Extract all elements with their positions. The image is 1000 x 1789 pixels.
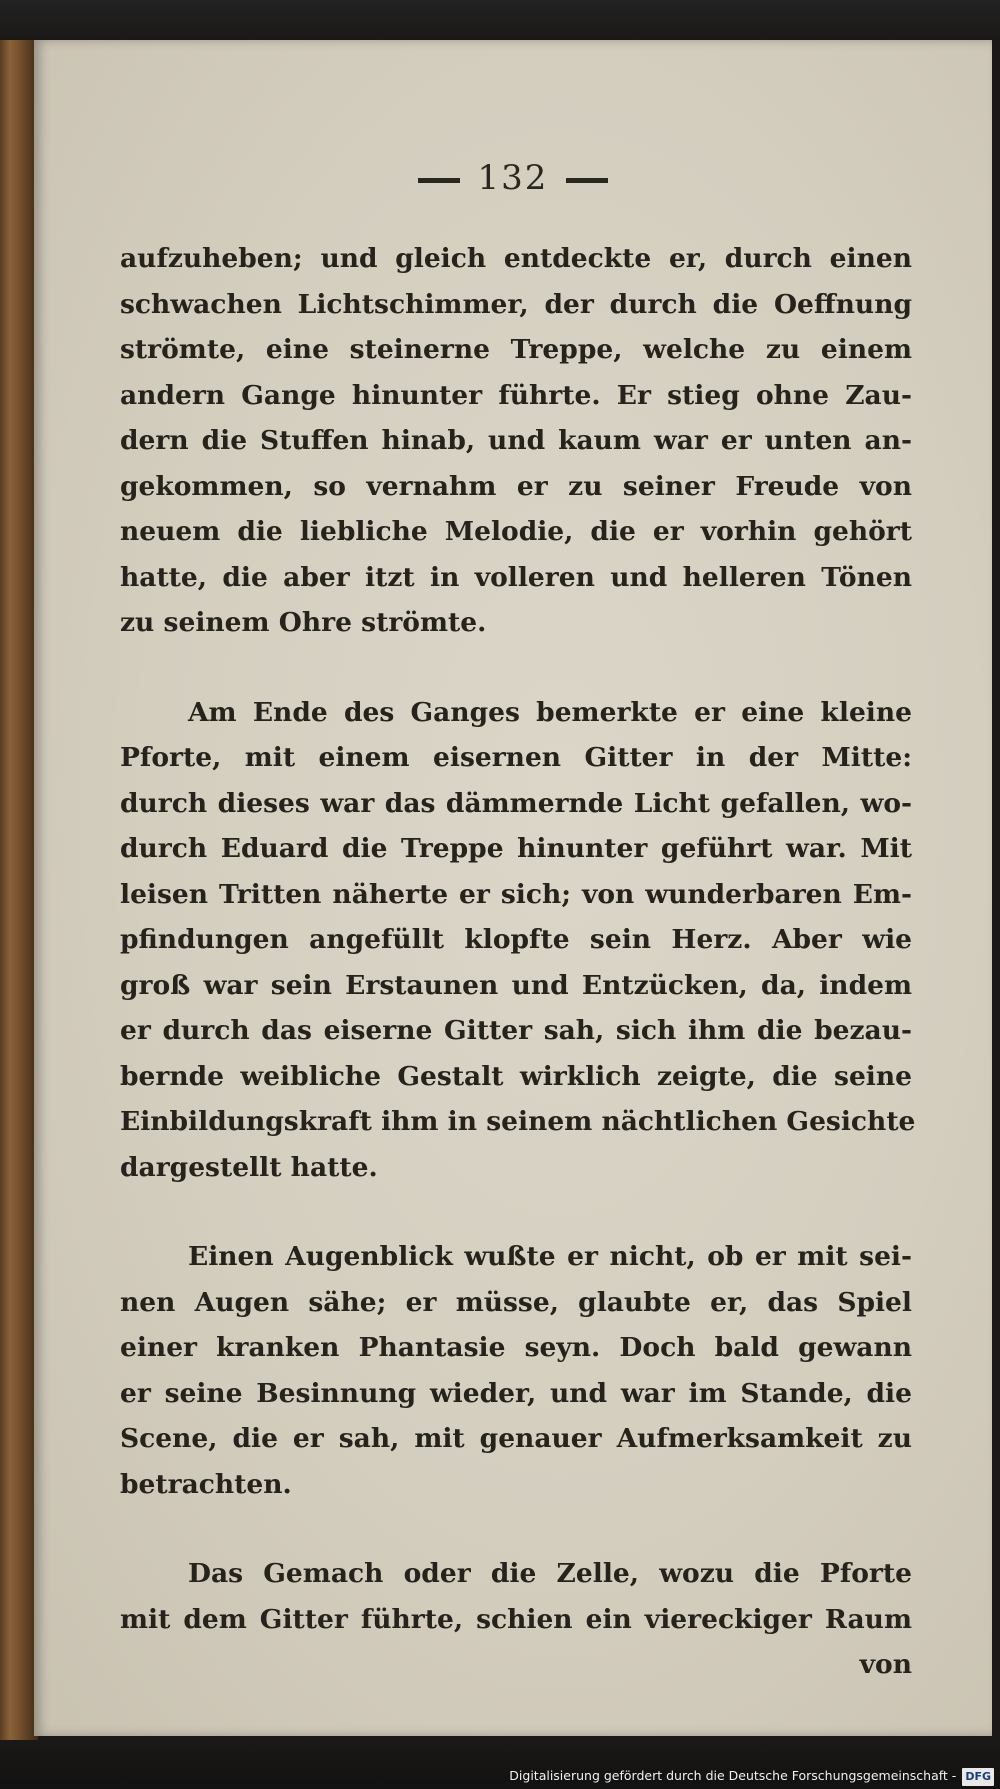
page-number: 132 [477, 158, 549, 198]
paragraph-gap [120, 1190, 912, 1234]
text-line: nen Augen sähe; er müsse, glaubte er, das Spiel [120, 1286, 912, 1318]
text-line: durch dieses war das dämmernde Licht gefallen, wo- [120, 787, 912, 819]
digitization-credit [509, 1767, 994, 1785]
paragraph-2 [120, 690, 916, 1191]
header-dash-right [566, 178, 608, 183]
text-line: Pforte, mit einem eisernen Gitter in der Mitte: [120, 742, 912, 773]
paragraph-3 [120, 1234, 912, 1507]
paragraph-4 [120, 1551, 912, 1642]
catchword: von [859, 1649, 912, 1680]
text-line: gekommen, so vernahm er zu seiner Freude von [120, 470, 912, 502]
text-line: Am Ende des Ganges bemerkte er eine kleine [188, 696, 912, 728]
paragraph-gap [120, 646, 912, 690]
page-text [120, 236, 916, 1688]
page-header [34, 158, 992, 198]
text-line: dargestellt hatte. [120, 1151, 378, 1183]
dfg-logo: DFG [962, 1768, 994, 1786]
text-line: leisen Tritten näherte er sich; von wunderbaren Em- [120, 878, 912, 910]
text-line: mit dem Gitter führte, schien ein viereckiger Raum [120, 1603, 912, 1635]
text-line: Scene, die er sah, mit genauer Aufmerksamkeit zu [120, 1423, 912, 1454]
header-dash-left [418, 178, 460, 183]
text-line: bernde weibliche Gestalt wirklich zeigte, die seine [120, 1060, 912, 1092]
text-line: andern Gange hinunter führte. Er stieg ohne Zau- [120, 379, 912, 411]
text-line: groß war sein Erstaunen und Entzücken, da, indem [120, 969, 912, 1001]
text-line: pfindungen angefüllt klopfte sein Herz. Aber wie [120, 924, 912, 955]
text-line: einer kranken Phantasie seyn. Doch bald gewann [120, 1332, 912, 1363]
paragraph-1 [120, 236, 912, 646]
text-line: neuem die liebliche Melodie, die er vorhin gehört [120, 516, 912, 547]
text-line: betrachten. [120, 1468, 292, 1500]
text-line: Einen Augenblick wußte er nicht, ob er mit sei- [188, 1241, 912, 1272]
text-line: er seine Besinnung wieder, und war im Stande, die [120, 1377, 912, 1409]
text-line: Das Gemach oder die Zelle, wozu die Pforte [188, 1558, 912, 1589]
text-line: dern die Stuffen hinab, und kaum war er unten an- [120, 425, 912, 456]
text-line: schwachen Lichtschimmer, der durch die Oeffnung [120, 288, 912, 320]
book-spine-edge [0, 40, 38, 1740]
book-page [34, 40, 992, 1736]
text-line: er durch das eiserne Gitter sah, sich ihm die bezau- [120, 1015, 912, 1046]
text-line: Einbildungskraft ihm in seinem nächtlichen Gesichte [120, 1106, 916, 1137]
text-line: strömte, eine steinerne Treppe, welche zu einem [120, 334, 912, 365]
text-line: durch Eduard die Treppe hinunter geführt war. Mit [120, 833, 912, 864]
text-line: zu seinem Ohre strömte. [120, 607, 487, 638]
credit-text: Digitalisierung gefördert durch die Deutsche Forschungsgemeinschaft - [509, 1768, 957, 1783]
text-line: hatte, die aber itzt in volleren und helleren Tönen [120, 561, 912, 593]
paragraph-gap [120, 1507, 912, 1551]
text-line: aufzuheben; und gleich entdeckte er, durch einen [120, 243, 912, 274]
